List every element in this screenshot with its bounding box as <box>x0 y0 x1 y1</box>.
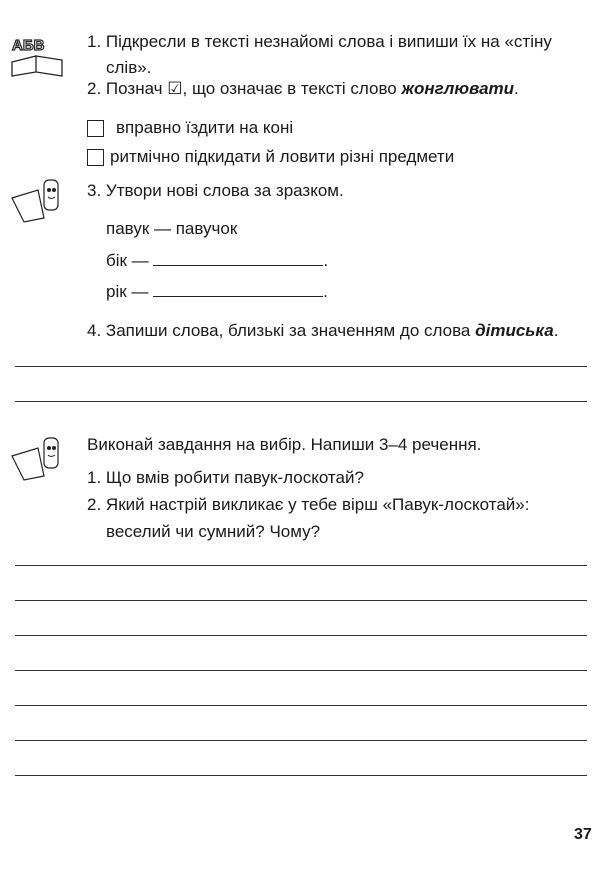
writing-line[interactable] <box>15 635 587 636</box>
example-pair: павук — павучок <box>106 219 238 238</box>
task1-line1: 1. Підкресли в тексті незнайомі слова і випиши їх на «стіну <box>87 32 552 51</box>
task3-text: 3. Утвори нові слова за зразком. <box>87 181 344 200</box>
pencil-character-icon <box>8 170 68 226</box>
bonus-q2-line1: 2. Який настрій викликає у тебе вірш «Павук-лоскотай»: <box>87 495 530 514</box>
option-checkbox[interactable] <box>87 120 104 137</box>
bonus-q1: 1. Що вмів робити павук-лоскотай? <box>87 468 364 487</box>
writing-line[interactable] <box>15 670 587 671</box>
answer-blank[interactable] <box>153 282 323 297</box>
svg-text:АБВ: АБВ <box>12 37 45 54</box>
writing-line[interactable] <box>15 775 587 776</box>
word-item: бік — . <box>106 251 329 270</box>
pencil-character-icon <box>8 428 68 484</box>
bonus-intro: Виконай завдання на вибір. Напиши 3–4 речення. <box>87 435 482 454</box>
writing-line[interactable] <box>15 705 587 706</box>
page-number: 37 <box>574 826 592 843</box>
writing-line[interactable] <box>15 740 587 741</box>
checkmark-icon: ☑ <box>167 79 183 98</box>
writing-line[interactable] <box>15 366 587 367</box>
word-item: рік — . <box>106 282 328 301</box>
bonus-q2-line2: веселий чи сумний? Чому? <box>106 522 321 541</box>
task1-line2: слів». <box>106 58 152 77</box>
writing-line[interactable] <box>15 600 587 601</box>
answer-blank[interactable] <box>153 251 323 266</box>
writing-line[interactable] <box>15 401 587 402</box>
task2-text: 2. Познач ☑, що означає в тексті слово жонглювати. <box>87 79 519 98</box>
writing-line[interactable] <box>15 565 587 566</box>
option-checkbox[interactable] <box>87 149 104 166</box>
option-label: ритмічно підкидати й ловити різні предмети <box>110 147 455 166</box>
abc-book-icon <box>8 30 66 78</box>
option-label: вправно їздити на коні <box>116 118 294 137</box>
task4-text: 4. Запиши слова, близькі за значенням до слова дітиська. <box>87 321 559 340</box>
